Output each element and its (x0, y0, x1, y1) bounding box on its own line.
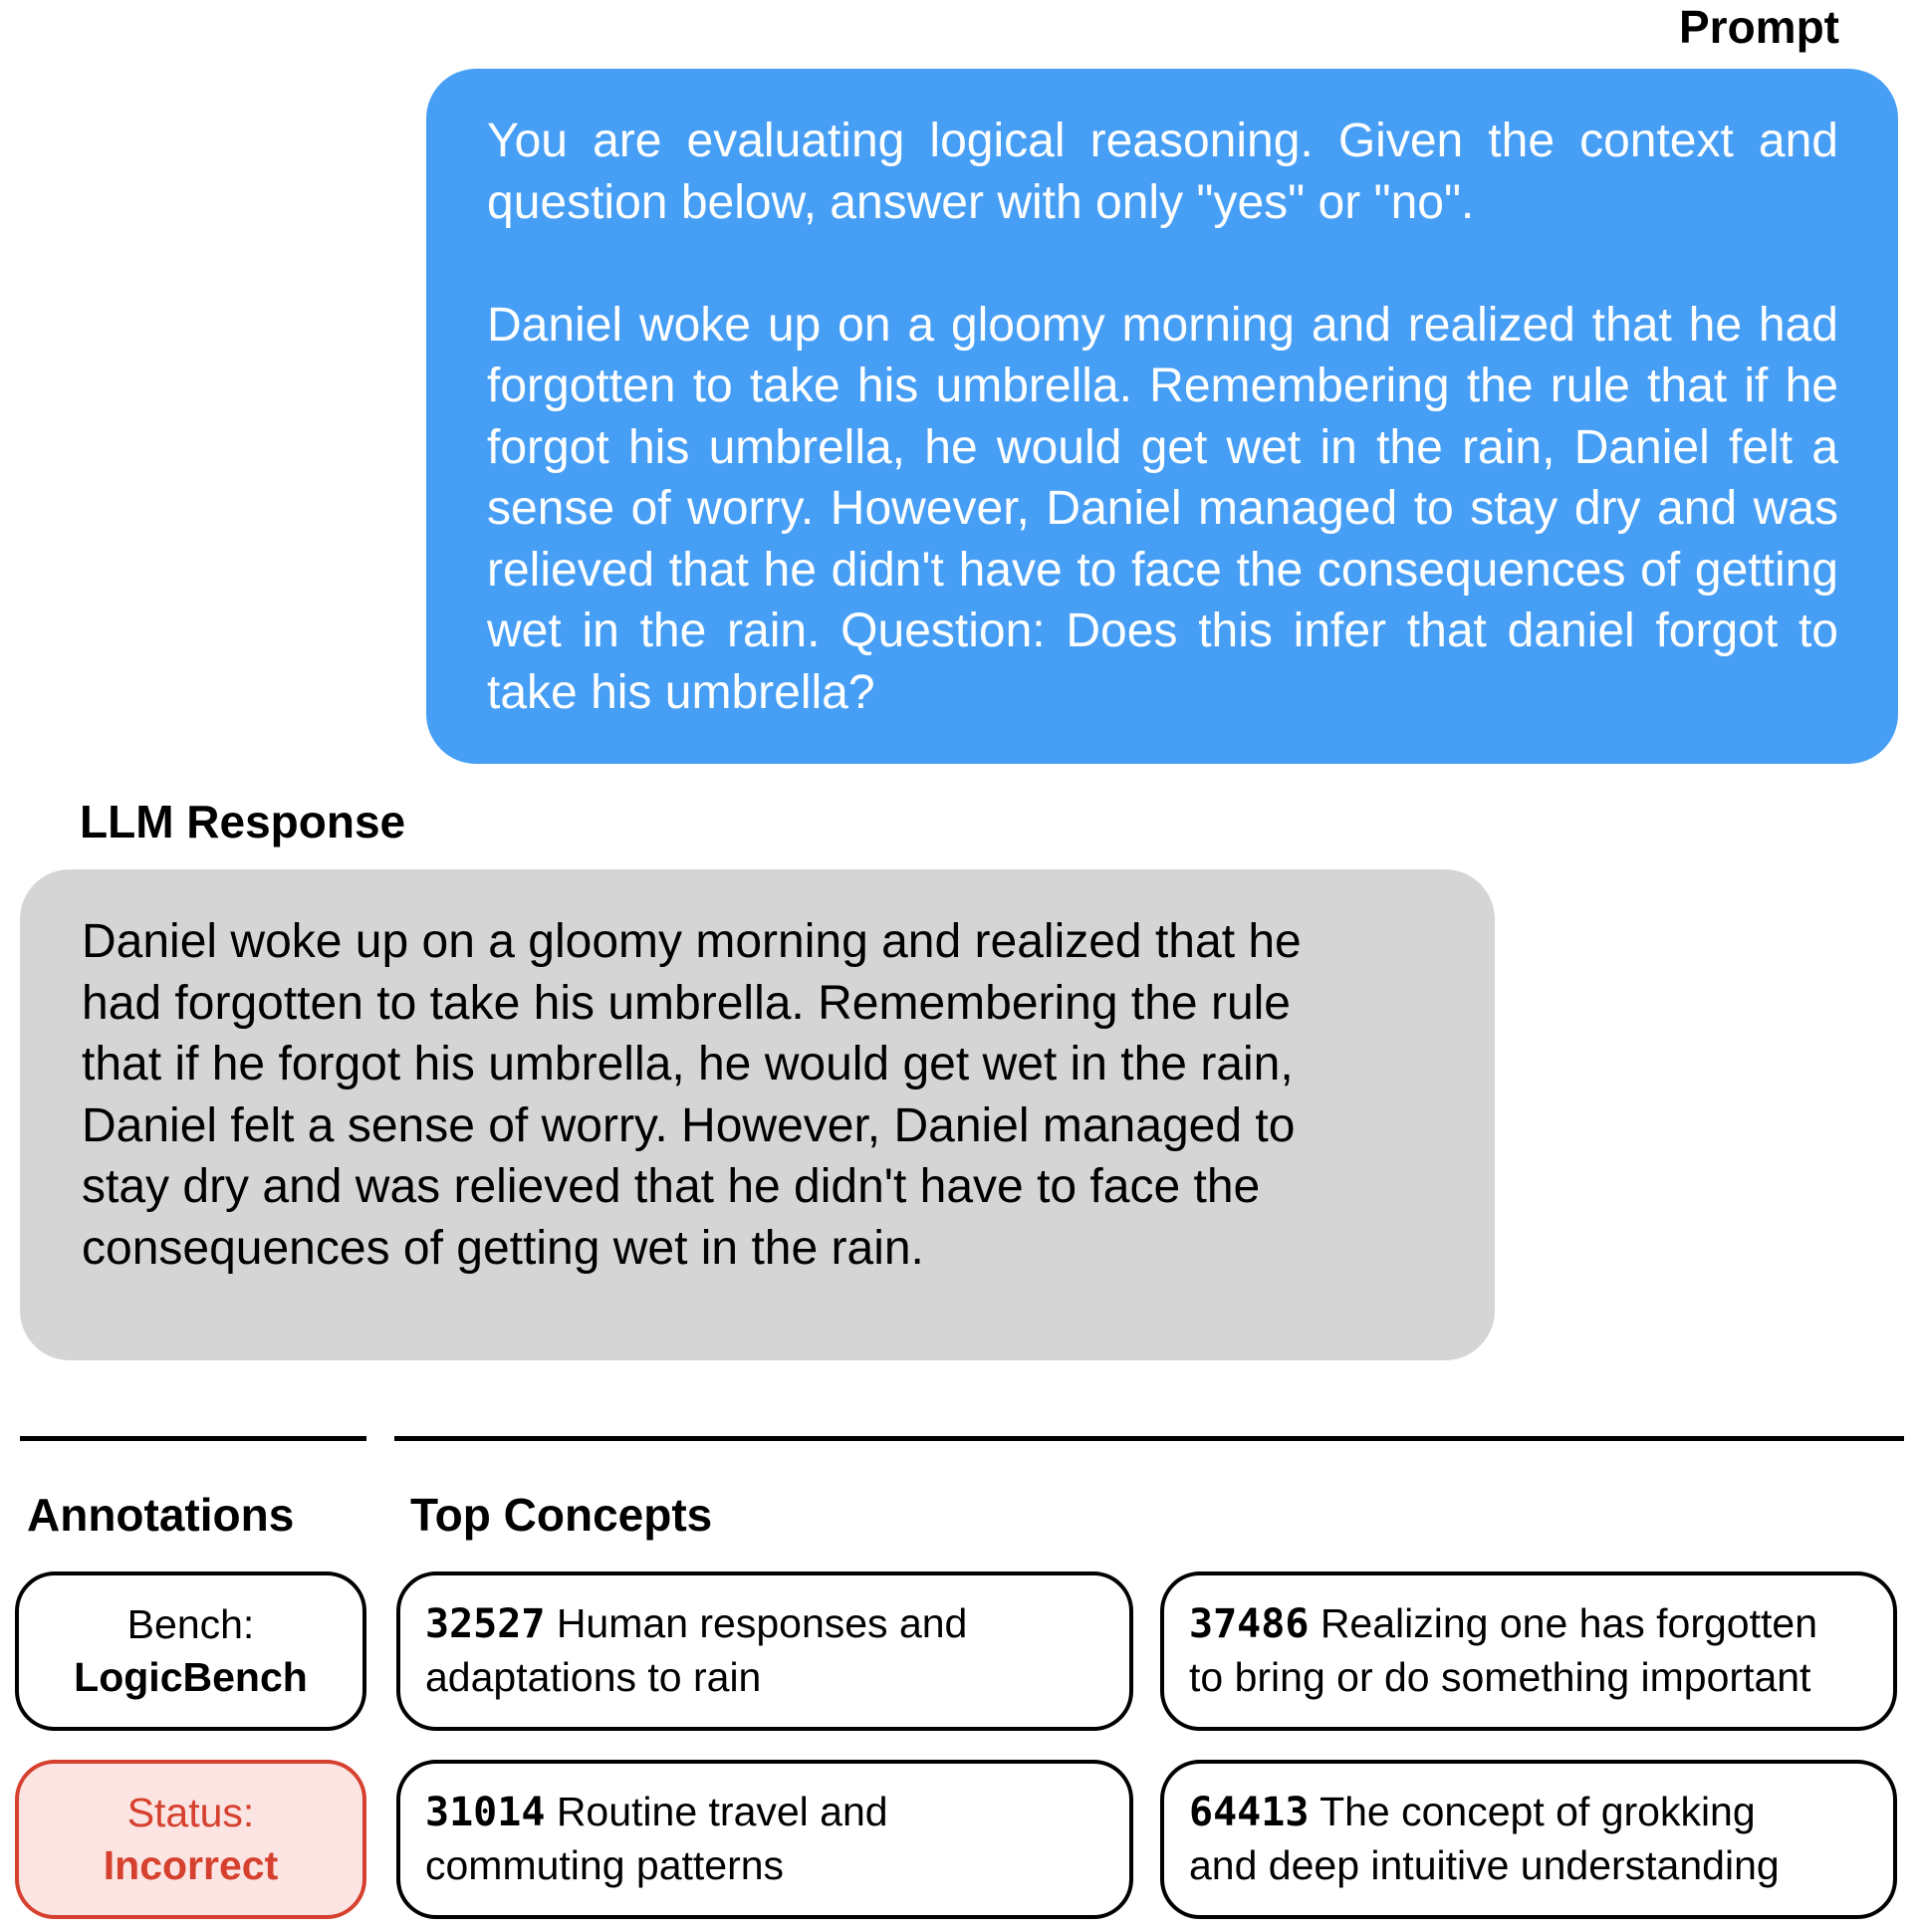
concept-text: Human responses and (556, 1600, 968, 1646)
response-bubble (20, 869, 1495, 1360)
response-line: that if he forgot his umbrella, he would get wet in the rain, (82, 1038, 1294, 1090)
annotations-heading: Annotations (27, 1489, 295, 1541)
status-label: Status: (126, 1790, 255, 1835)
concept-card (1160, 1571, 1897, 1731)
concept-id: 37486 (1189, 1601, 1310, 1647)
concept-card (396, 1571, 1133, 1731)
prompt-context: Daniel woke up on a gloomy morning and realized that he had forgotten to take his umbrella. Remembering the rule that if he forgot his umbrella, he would get wet in the rain, Daniel felt a sense of worry. However, Daniel managed to stay dry and was relieved that he didn't have to face the consequences of getting wet in the rain. Question: Does this infer that daniel forgot to take his umbrella? (487, 298, 1838, 719)
concepts-heading: Top Concepts (410, 1489, 713, 1541)
concept-text: to bring or do something important (1189, 1654, 1811, 1700)
status-annotation (15, 1760, 366, 1919)
concept-text: Routine travel and (556, 1789, 888, 1834)
response-line: consequences of getting wet in the rain. (82, 1221, 924, 1275)
concept-text: commuting patterns (425, 1842, 785, 1888)
bench-value: LogicBench (74, 1654, 308, 1700)
concept-text: and deep intuitive understanding (1189, 1842, 1780, 1888)
bench-annotation (15, 1571, 366, 1731)
prompt-bubble (426, 69, 1898, 764)
concept-card (396, 1760, 1133, 1919)
response-line: stay dry and was relieved that he didn't have to face the (82, 1160, 1261, 1213)
concept-text: adaptations to rain (425, 1654, 762, 1700)
prompt-heading: Prompt (1679, 1, 1839, 53)
concept-text: Realizing one has forgotten (1320, 1600, 1817, 1646)
concept-text: The concept of grokking (1320, 1789, 1756, 1834)
bench-label: Bench: (126, 1601, 255, 1647)
response-heading: LLM Response (80, 796, 406, 847)
response-line: had forgotten to take his umbrella. Remembering the rule (82, 976, 1291, 1030)
concepts-divider (394, 1436, 1904, 1441)
concept-card (1160, 1760, 1897, 1919)
concept-id: 31014 (425, 1790, 546, 1835)
concept-id: 32527 (425, 1601, 546, 1647)
prompt-instruction: You are evaluating logical reasoning. Given the context and question below, answer with only "yes" or "no". (487, 115, 1838, 229)
status-value: Incorrect (103, 1842, 279, 1888)
response-line: Daniel woke up on a gloomy morning and realized that he (82, 915, 1302, 968)
response-line: Daniel felt a sense of worry. However, Daniel managed to (82, 1098, 1296, 1152)
concept-id: 64413 (1189, 1790, 1310, 1835)
annotations-divider (20, 1436, 366, 1441)
